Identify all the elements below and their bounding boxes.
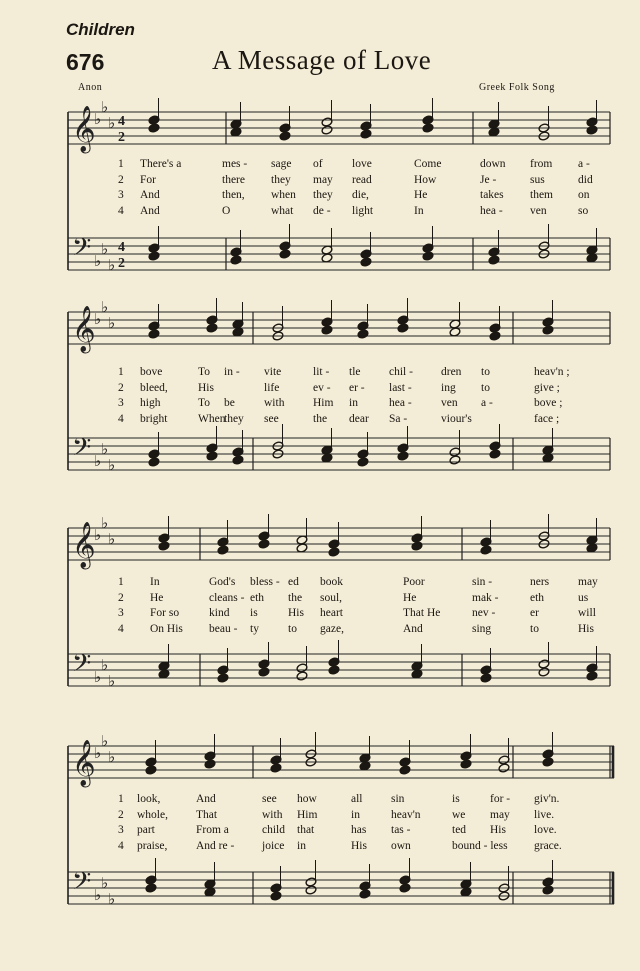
lyric-syllable: hea - — [480, 204, 503, 217]
lyric-syllable: for - — [490, 793, 511, 805]
lyric-syllable: has — [351, 824, 367, 836]
lyric-syllable: ing — [441, 381, 456, 394]
lyric-syllable: Je - — [480, 173, 497, 186]
svg-text:4: 4 — [118, 240, 125, 255]
lyric-syllable: all — [351, 793, 363, 805]
lyric-syllable: love. — [534, 824, 557, 836]
section-title: Children — [66, 20, 135, 39]
svg-text:♭: ♭ — [101, 98, 109, 116]
verse-number: 1 — [118, 158, 124, 170]
svg-text:𝄞: 𝄞 — [72, 306, 96, 352]
lyric-syllable: That He — [403, 607, 441, 619]
lyric-syllable: ven — [441, 397, 458, 409]
svg-text:♭: ♭ — [94, 668, 102, 686]
lyric-syllable: a - — [578, 158, 590, 170]
svg-text:♭: ♭ — [108, 890, 116, 908]
lyric-syllable: ted — [452, 824, 467, 836]
lyric-syllable: O — [222, 204, 231, 217]
author-credit: Anon — [78, 82, 103, 93]
lyric-syllable: heav'n — [391, 808, 421, 821]
lyric-syllable: For — [140, 173, 156, 186]
svg-text:𝄢: 𝄢 — [72, 649, 92, 684]
lyric-syllable: love — [352, 158, 372, 170]
lyric-syllable: see — [262, 793, 277, 805]
lyric-syllable: To — [198, 397, 210, 409]
lyric-syllable: bove ; — [534, 397, 563, 409]
lyric-syllable: Him — [297, 808, 318, 821]
lyric-syllable: ners — [530, 576, 550, 588]
lyric-syllable: beau - — [209, 622, 238, 635]
lyric-syllable: bless - — [250, 576, 280, 588]
svg-text:♭: ♭ — [108, 114, 116, 132]
lyric-syllable: may — [490, 808, 510, 821]
lyric-syllable: And — [140, 189, 160, 201]
verse-number: 3 — [118, 397, 124, 409]
lyric-syllable: And — [140, 204, 160, 217]
lyric-syllable: He — [403, 591, 417, 604]
lyric-syllable: down — [480, 158, 506, 170]
lyric-syllable: may — [578, 576, 598, 588]
lyric-syllable: There's a — [140, 158, 182, 170]
svg-text:♭: ♭ — [94, 886, 102, 904]
verse-number: 4 — [118, 412, 124, 425]
lyric-syllable: sing — [472, 622, 492, 635]
lyric-syllable: to — [481, 366, 490, 378]
lyric-syllable: with — [262, 808, 283, 821]
lyric-syllable: ev - — [313, 381, 331, 394]
svg-text:♭: ♭ — [108, 672, 116, 690]
lyric-syllable: is — [452, 793, 460, 805]
lyric-syllable: vite — [264, 366, 282, 378]
lyric-syllable: joice — [262, 839, 285, 852]
lyric-syllable: tle — [349, 366, 361, 378]
lyric-syllable: in — [349, 397, 358, 409]
verse-number: 3 — [118, 607, 124, 619]
lyric-syllable: bove — [140, 366, 163, 378]
svg-text:♭: ♭ — [101, 732, 109, 750]
lyric-syllable: And — [196, 793, 216, 805]
lyric-syllable: His — [198, 381, 214, 394]
lyric-syllable: hea - — [389, 397, 412, 409]
tune-credit: Greek Folk Song — [479, 82, 555, 93]
lyric-syllable: in — [297, 839, 306, 852]
lyric-syllable: For so — [150, 607, 180, 619]
svg-text:♭: ♭ — [94, 110, 102, 128]
lyric-syllable: His — [578, 622, 594, 635]
lyric-syllable: lit - — [313, 366, 330, 378]
verse-number: 4 — [118, 839, 124, 852]
lyric-syllable: what — [271, 204, 294, 217]
lyric-syllable: ed — [288, 576, 299, 588]
hymn-number: 676 — [66, 49, 105, 75]
lyric-syllable: read — [352, 173, 372, 186]
svg-text:♭: ♭ — [108, 456, 116, 474]
lyric-syllable: Him — [313, 397, 334, 409]
lyric-syllable: last - — [389, 381, 412, 394]
svg-text:𝄢: 𝄢 — [72, 233, 92, 268]
lyric-syllable: On His — [150, 622, 183, 635]
lyric-syllable: er - — [349, 381, 365, 394]
lyric-syllable: die, — [352, 189, 369, 201]
lyric-syllable: be — [224, 397, 235, 409]
lyric-syllable: gaze, — [320, 622, 344, 635]
lyric-syllable: de - — [313, 204, 331, 217]
svg-text:♭: ♭ — [101, 440, 109, 458]
lyric-syllable: the — [313, 412, 328, 425]
lyric-syllable: chil - — [389, 366, 413, 378]
lyric-syllable: sin - — [472, 576, 493, 588]
verse-number: 1 — [118, 366, 124, 378]
lyric-syllable: praise, — [137, 839, 168, 852]
verse-number: 4 — [118, 204, 124, 217]
lyric-syllable: may — [313, 173, 333, 186]
lyric-syllable: of — [313, 158, 323, 170]
svg-text:♭: ♭ — [101, 298, 109, 316]
lyric-syllable: Poor — [403, 576, 425, 588]
lyric-syllable: How — [414, 173, 437, 186]
hymn-title: A Message of Love — [212, 45, 432, 75]
lyric-syllable: His — [288, 607, 304, 619]
svg-text:♭: ♭ — [101, 874, 109, 892]
lyric-syllable: tas - — [391, 824, 411, 836]
svg-text:♭: ♭ — [101, 240, 109, 258]
lyric-syllable: sus — [530, 173, 545, 186]
lyric-syllable: bright — [140, 412, 168, 425]
lyric-syllable: eth — [250, 591, 265, 604]
lyric-syllable: the — [288, 591, 303, 604]
lyric-syllable: dear — [349, 412, 369, 425]
lyric-syllable: when — [271, 189, 296, 201]
svg-text:♭: ♭ — [108, 256, 116, 274]
lyric-syllable: on — [578, 189, 590, 201]
lyric-syllable: them — [530, 189, 553, 201]
lyric-syllable: er — [530, 607, 539, 619]
lyric-syllable: He — [150, 591, 164, 604]
verse-number: 1 — [118, 576, 124, 588]
svg-text:♭: ♭ — [94, 252, 102, 270]
lyric-syllable: takes — [480, 189, 504, 201]
lyric-syllable: there — [222, 173, 245, 186]
lyric-syllable: soul, — [320, 591, 343, 604]
svg-text:2: 2 — [118, 130, 125, 145]
svg-text:𝄢: 𝄢 — [72, 433, 92, 468]
lyric-syllable: to — [288, 622, 297, 635]
lyric-syllable: us — [578, 591, 589, 604]
lyric-syllable: ty — [250, 622, 259, 635]
lyric-syllable: did — [578, 173, 593, 186]
lyric-syllable: see — [264, 412, 279, 425]
svg-text:♭: ♭ — [94, 526, 102, 544]
verse-number: 1 — [118, 793, 124, 805]
lyric-syllable: bleed, — [140, 381, 168, 394]
verse-number: 2 — [118, 591, 124, 604]
lyric-syllable: with — [264, 397, 285, 409]
lyric-syllable: kind — [209, 607, 230, 619]
verse-number: 3 — [118, 189, 124, 201]
svg-text:♭: ♭ — [101, 656, 109, 674]
lyric-syllable: dren — [441, 366, 462, 378]
lyric-syllable: will — [578, 607, 596, 619]
svg-text:♭: ♭ — [108, 748, 116, 766]
lyric-syllable: His — [490, 824, 506, 836]
lyric-syllable: heav'n ; — [534, 366, 570, 378]
verse-number: 2 — [118, 173, 124, 186]
verse-number: 2 — [118, 808, 124, 821]
lyric-syllable: how — [297, 793, 317, 805]
lyric-syllable: part — [137, 824, 155, 836]
lyric-syllable: God's — [209, 576, 236, 588]
svg-text:♭: ♭ — [108, 314, 116, 332]
svg-text:𝄢: 𝄢 — [72, 867, 92, 902]
lyric-syllable: nev - — [472, 607, 496, 619]
svg-text:𝄞: 𝄞 — [72, 106, 96, 152]
lyric-syllable: His — [351, 839, 367, 852]
lyric-syllable: life — [264, 381, 280, 394]
lyric-syllable: we — [452, 808, 466, 821]
svg-text:♭: ♭ — [94, 744, 102, 762]
lyric-syllable: And — [403, 622, 423, 635]
lyric-syllable: sage — [271, 158, 292, 170]
lyric-syllable: to — [530, 622, 539, 635]
lyric-syllable: is — [250, 607, 258, 619]
lyric-syllable: live. — [534, 808, 555, 821]
lyric-syllable: heart — [320, 607, 343, 619]
lyric-syllable: Sa - — [389, 412, 408, 425]
lyric-syllable: they — [271, 173, 291, 186]
lyric-syllable: From a — [196, 824, 229, 836]
lyric-syllable: from — [530, 158, 553, 170]
lyric-syllable: That — [196, 808, 218, 821]
lyric-syllable: mes - — [222, 158, 248, 170]
lyric-syllable: face ; — [534, 412, 560, 425]
lyric-syllable: bound - less — [452, 839, 508, 852]
lyric-syllable: then, — [222, 189, 245, 201]
lyric-syllable: a - — [481, 397, 493, 409]
lyric-syllable: And re - — [196, 839, 235, 852]
lyric-syllable: in - — [224, 366, 240, 378]
verse-number: 4 — [118, 622, 124, 635]
lyric-syllable: whole, — [137, 808, 168, 821]
svg-text:4: 4 — [118, 114, 125, 129]
lyric-syllable: to — [481, 381, 490, 394]
lyric-syllable: in — [351, 808, 360, 821]
verse-number: 3 — [118, 824, 124, 836]
lyric-syllable: When — [198, 412, 226, 425]
lyric-syllable: give ; — [534, 381, 560, 394]
lyric-syllable: grace. — [534, 839, 562, 852]
lyric-syllable: book — [320, 576, 343, 588]
svg-text:♭: ♭ — [101, 514, 109, 532]
lyric-syllable: In — [150, 576, 160, 588]
svg-text:𝄞: 𝄞 — [72, 740, 96, 786]
lyric-syllable: To — [198, 366, 210, 378]
lyric-syllable: mak - — [472, 591, 499, 604]
lyric-syllable: sin — [391, 793, 405, 805]
lyric-syllable: light — [352, 204, 374, 217]
lyric-syllable: giv'n. — [534, 793, 560, 805]
lyric-syllable: they — [224, 412, 244, 425]
svg-text:♭: ♭ — [94, 452, 102, 470]
svg-text:♭: ♭ — [108, 530, 116, 548]
lyric-syllable: He — [414, 189, 428, 201]
lyric-syllable: eth — [530, 591, 545, 604]
svg-text:2: 2 — [118, 256, 125, 271]
lyric-syllable: In — [414, 204, 424, 217]
lyric-syllable: that — [297, 824, 315, 836]
lyric-syllable: look, — [137, 793, 161, 805]
verse-number: 2 — [118, 381, 124, 394]
lyric-syllable: they — [313, 189, 333, 201]
lyric-syllable: cleans - — [209, 591, 245, 604]
svg-text:♭: ♭ — [94, 310, 102, 328]
lyric-syllable: viour's — [441, 412, 472, 425]
lyric-syllable: high — [140, 397, 161, 409]
lyric-syllable: ven — [530, 204, 547, 217]
svg-text:𝄞: 𝄞 — [72, 522, 96, 568]
lyric-syllable: own — [391, 839, 411, 852]
lyric-syllable: Come — [414, 158, 442, 170]
lyric-syllable: so — [578, 204, 589, 217]
lyric-syllable: child — [262, 824, 285, 836]
